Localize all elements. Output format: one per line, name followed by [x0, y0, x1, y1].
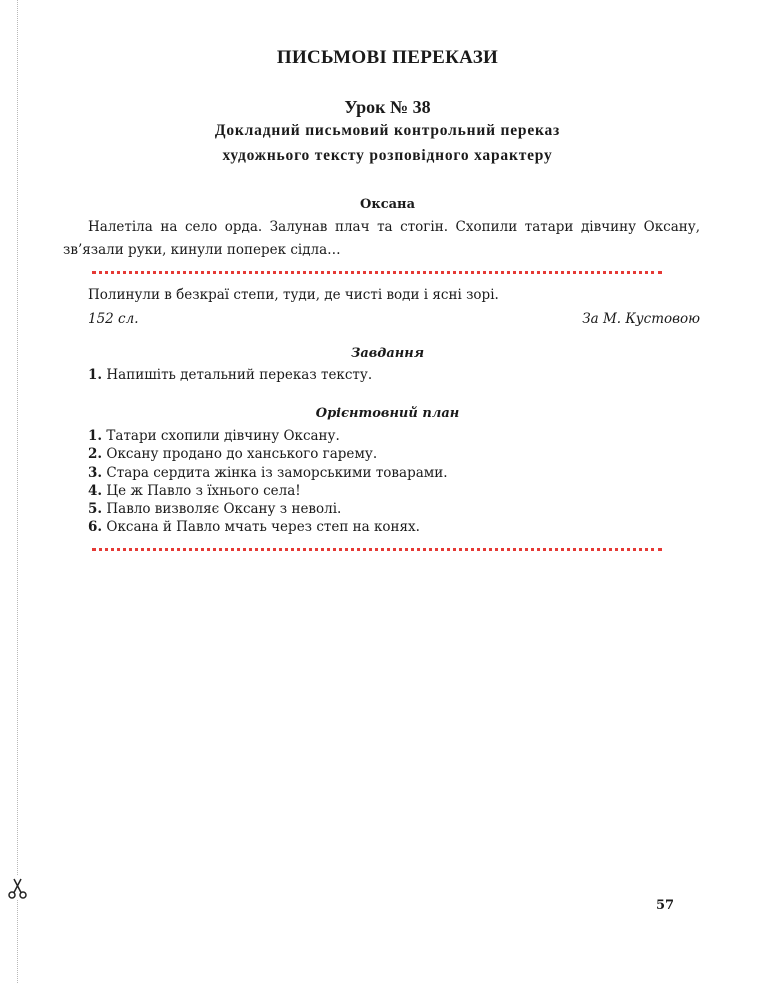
- task-heading: Завдання: [350, 346, 425, 361]
- word-count: 152 сл.: [88, 311, 139, 327]
- lesson-number: Урок № 38: [344, 97, 431, 117]
- plan-item-text: Це ж Павло з їхнього села!: [106, 482, 301, 499]
- task-item-text: Напишіть детальний переказ тексту.: [106, 367, 373, 383]
- plan-list: [88, 427, 448, 537]
- plan-item-number: 1.: [88, 428, 103, 444]
- plan-item-text: Стара сердита жінка із заморськими товарами.: [106, 464, 448, 481]
- task-item: [88, 367, 372, 383]
- section-title: ПИСЬМОВІ ПЕРЕКАЗИ: [276, 47, 499, 68]
- attribution: За М. Кустовою: [582, 311, 700, 327]
- plan-dotted-line: [92, 548, 662, 551]
- plan-item-text: Оксана й Павло мчать через степ на конях.: [106, 519, 420, 536]
- plan-item-number: 3.: [88, 464, 103, 481]
- text-paragraph-1: [63, 216, 700, 262]
- paragraph-1-text: Налетіла на село орда. Залунав плач та стогін. Схопили татари дівчину Оксану, зв’язали руки, кинули поперек сідла…: [63, 219, 700, 258]
- plan-item-number: 2.: [88, 446, 103, 463]
- plan-item: [88, 445, 448, 463]
- page-number: 57: [656, 898, 675, 913]
- text-paragraph-2: Полинули в безкраї степи, туди, де чисті води і ясні зорі.: [88, 287, 499, 303]
- omission-dotted-line: [92, 271, 662, 274]
- plan-heading: Орієнтовний план: [315, 406, 460, 421]
- plan-item-number: 4.: [88, 482, 103, 499]
- text-meta-row: [88, 311, 700, 327]
- plan-item: [88, 482, 448, 500]
- plan-item: [88, 500, 448, 518]
- lesson-subtitle-line2: художнього тексту розповідного характеру: [222, 147, 553, 164]
- plan-item-number: 6.: [88, 519, 103, 536]
- plan-item-number: 5.: [88, 501, 103, 518]
- scissors-icon: [6, 876, 30, 900]
- lesson-subtitle-line1: Докладний письмовий контрольний переказ: [214, 122, 561, 139]
- plan-item: [88, 518, 448, 536]
- text-title: Оксана: [360, 197, 415, 212]
- plan-item-text: Павло визволяє Оксану з неволі.: [106, 501, 342, 518]
- plan-item: [88, 464, 448, 482]
- plan-item: [88, 427, 448, 445]
- plan-item-text: Оксану продано до ханського гарему.: [106, 446, 378, 463]
- task-item-number: 1.: [88, 367, 103, 383]
- plan-item-text: Татари схопили дівчину Оксану.: [106, 428, 340, 444]
